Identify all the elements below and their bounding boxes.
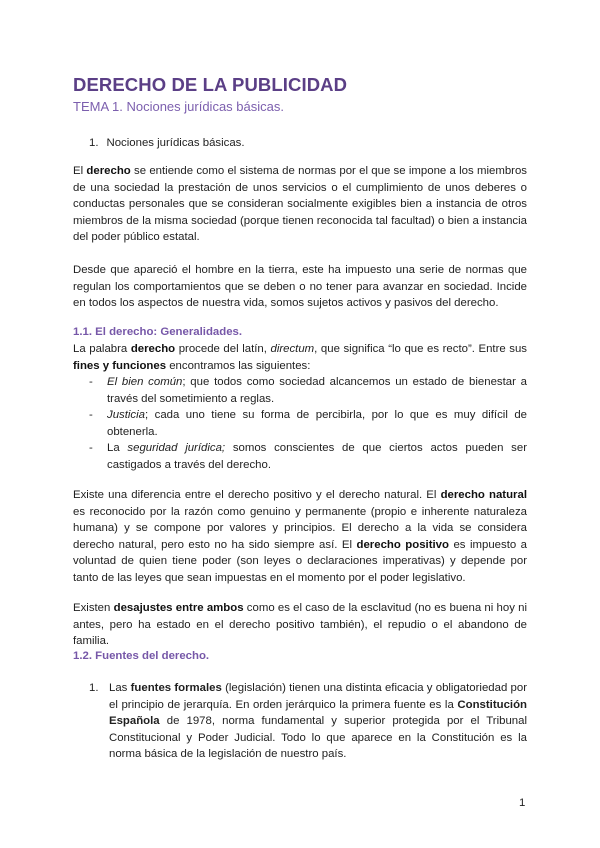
- bullet-text: ; cada uno tiene su forma de percibirla, por lo que es muy difícil de obtenerla.: [107, 409, 527, 438]
- term-desajustes: desajustes entre ambos: [113, 602, 244, 614]
- page-number: 1: [519, 797, 526, 809]
- text: es impuesto a voluntad de quien tiene poder (son leyes o declaraciones imperativas) y depende por tanto de las leyes que sean impuestas en el momento por el poder legislativo.: [73, 538, 528, 584]
- term-derecho: derecho: [86, 165, 131, 177]
- text: es reconocido por la razón como genuino y permanente (propio e inherente naturaleza humana) y se compone por valores y principios. El derecho a la vida se considera derecho natural, pero esto no ha sido siempre así. El: [73, 505, 527, 551]
- text: Existen: [73, 602, 114, 614]
- text: Existe una diferencia entre el derecho positivo y el derecho natural. El: [73, 489, 441, 501]
- text: como es el caso de la esclavitud (no es buena ni hoy ni antes, pero ha estado en el derecho positivo también), el repudio o el abandono de familia.: [73, 602, 528, 648]
- bullet-item: [89, 374, 527, 407]
- term-constitucion: Constitución Española: [109, 698, 527, 728]
- heading-1: [89, 135, 245, 152]
- bullet-item: [89, 407, 527, 440]
- bullet-term: El bien común: [107, 376, 183, 388]
- text: Las: [109, 682, 131, 694]
- text: El: [73, 165, 87, 177]
- term-derecho: derecho: [130, 343, 176, 355]
- text: de 1978, norma fundamental y superior protegida por el Tribunal Constitucional y Poder Judicial. Todo lo que aparece en la Constitución es la norma básica de la legislación de nuestro país.: [109, 715, 527, 761]
- text: se entiende como el sistema de normas por el que se impone a los miembros de una sociedad la prestación de unos servicios o el cumplimiento de unos deberes o conductas personales que se consideran socialmente exigibles bien a instancia de otros miembros de la misma sociedad (porque tienen reconocida tal facultad) o bien a instancia del poder público estatal.: [73, 165, 527, 244]
- paragraph-origin: Desde que apareció el hombre en la tierra, este ha impuesto una serie de normas que regulan los comportamientos que se deben o no tener para avanzar en sociedad. Incide en todos los aspectos de nuestra vida, somos sujetos activos y pasivos del derecho.: [73, 264, 527, 310]
- list-number: 1.: [89, 682, 99, 694]
- heading-1-number: 1.: [89, 137, 99, 149]
- text: encontramos las siguientes:: [166, 359, 311, 372]
- bullet-term: seguridad jurídica;: [127, 442, 226, 454]
- bullet-text: ; que todos como sociedad alcancemos un estado de bienestar a través del sometimiento a reglas.: [107, 376, 527, 405]
- bullet-item: [89, 440, 527, 473]
- paragraph-definition: [73, 163, 527, 246]
- document-title: DERECHO DE LA PUBLICIDAD: [73, 74, 348, 95]
- term-derecho-positivo: derecho positivo: [356, 538, 449, 551]
- bullet-prefix: La: [107, 442, 128, 454]
- bullet-dash: -: [89, 442, 93, 454]
- term-fines: fines y funciones: [73, 359, 167, 372]
- bullet-dash: -: [89, 376, 93, 388]
- heading-1-text: Nociones jurídicas básicas.: [106, 137, 245, 149]
- text: La palabra: [73, 343, 131, 355]
- term-fuentes-formales: fuentes formales: [130, 682, 222, 694]
- bullet-term: Justicia: [107, 409, 145, 421]
- bullet-dash: -: [89, 409, 93, 421]
- section-heading-1-2: 1.2. Fuentes del derecho.: [73, 650, 210, 662]
- ordered-list-item: [89, 680, 527, 763]
- term-directum: directum: [270, 343, 315, 355]
- text: , que significa “lo que es recto”. Entre sus: [314, 343, 527, 355]
- paragraph-desajustes: [73, 600, 527, 650]
- term-derecho-natural: derecho natural: [440, 489, 527, 501]
- paragraph-etymology: [73, 341, 527, 374]
- text: procede del latín,: [175, 343, 271, 355]
- section-heading-1-1: 1.1. El derecho: Generalidades.: [73, 326, 243, 338]
- document-subtitle: TEMA 1. Nociones jurídicas básicas.: [73, 99, 284, 114]
- bullet-text: somos conscientes de que ciertos actos pueden ser castigados a través del derecho.: [107, 442, 527, 471]
- paragraph-natural-positive: [73, 487, 527, 587]
- text: (legislación) tienen una distinta eficacia y obligatoriedad por el principio de jerarquía. En orden jerárquico la primera fuente es la: [109, 682, 527, 711]
